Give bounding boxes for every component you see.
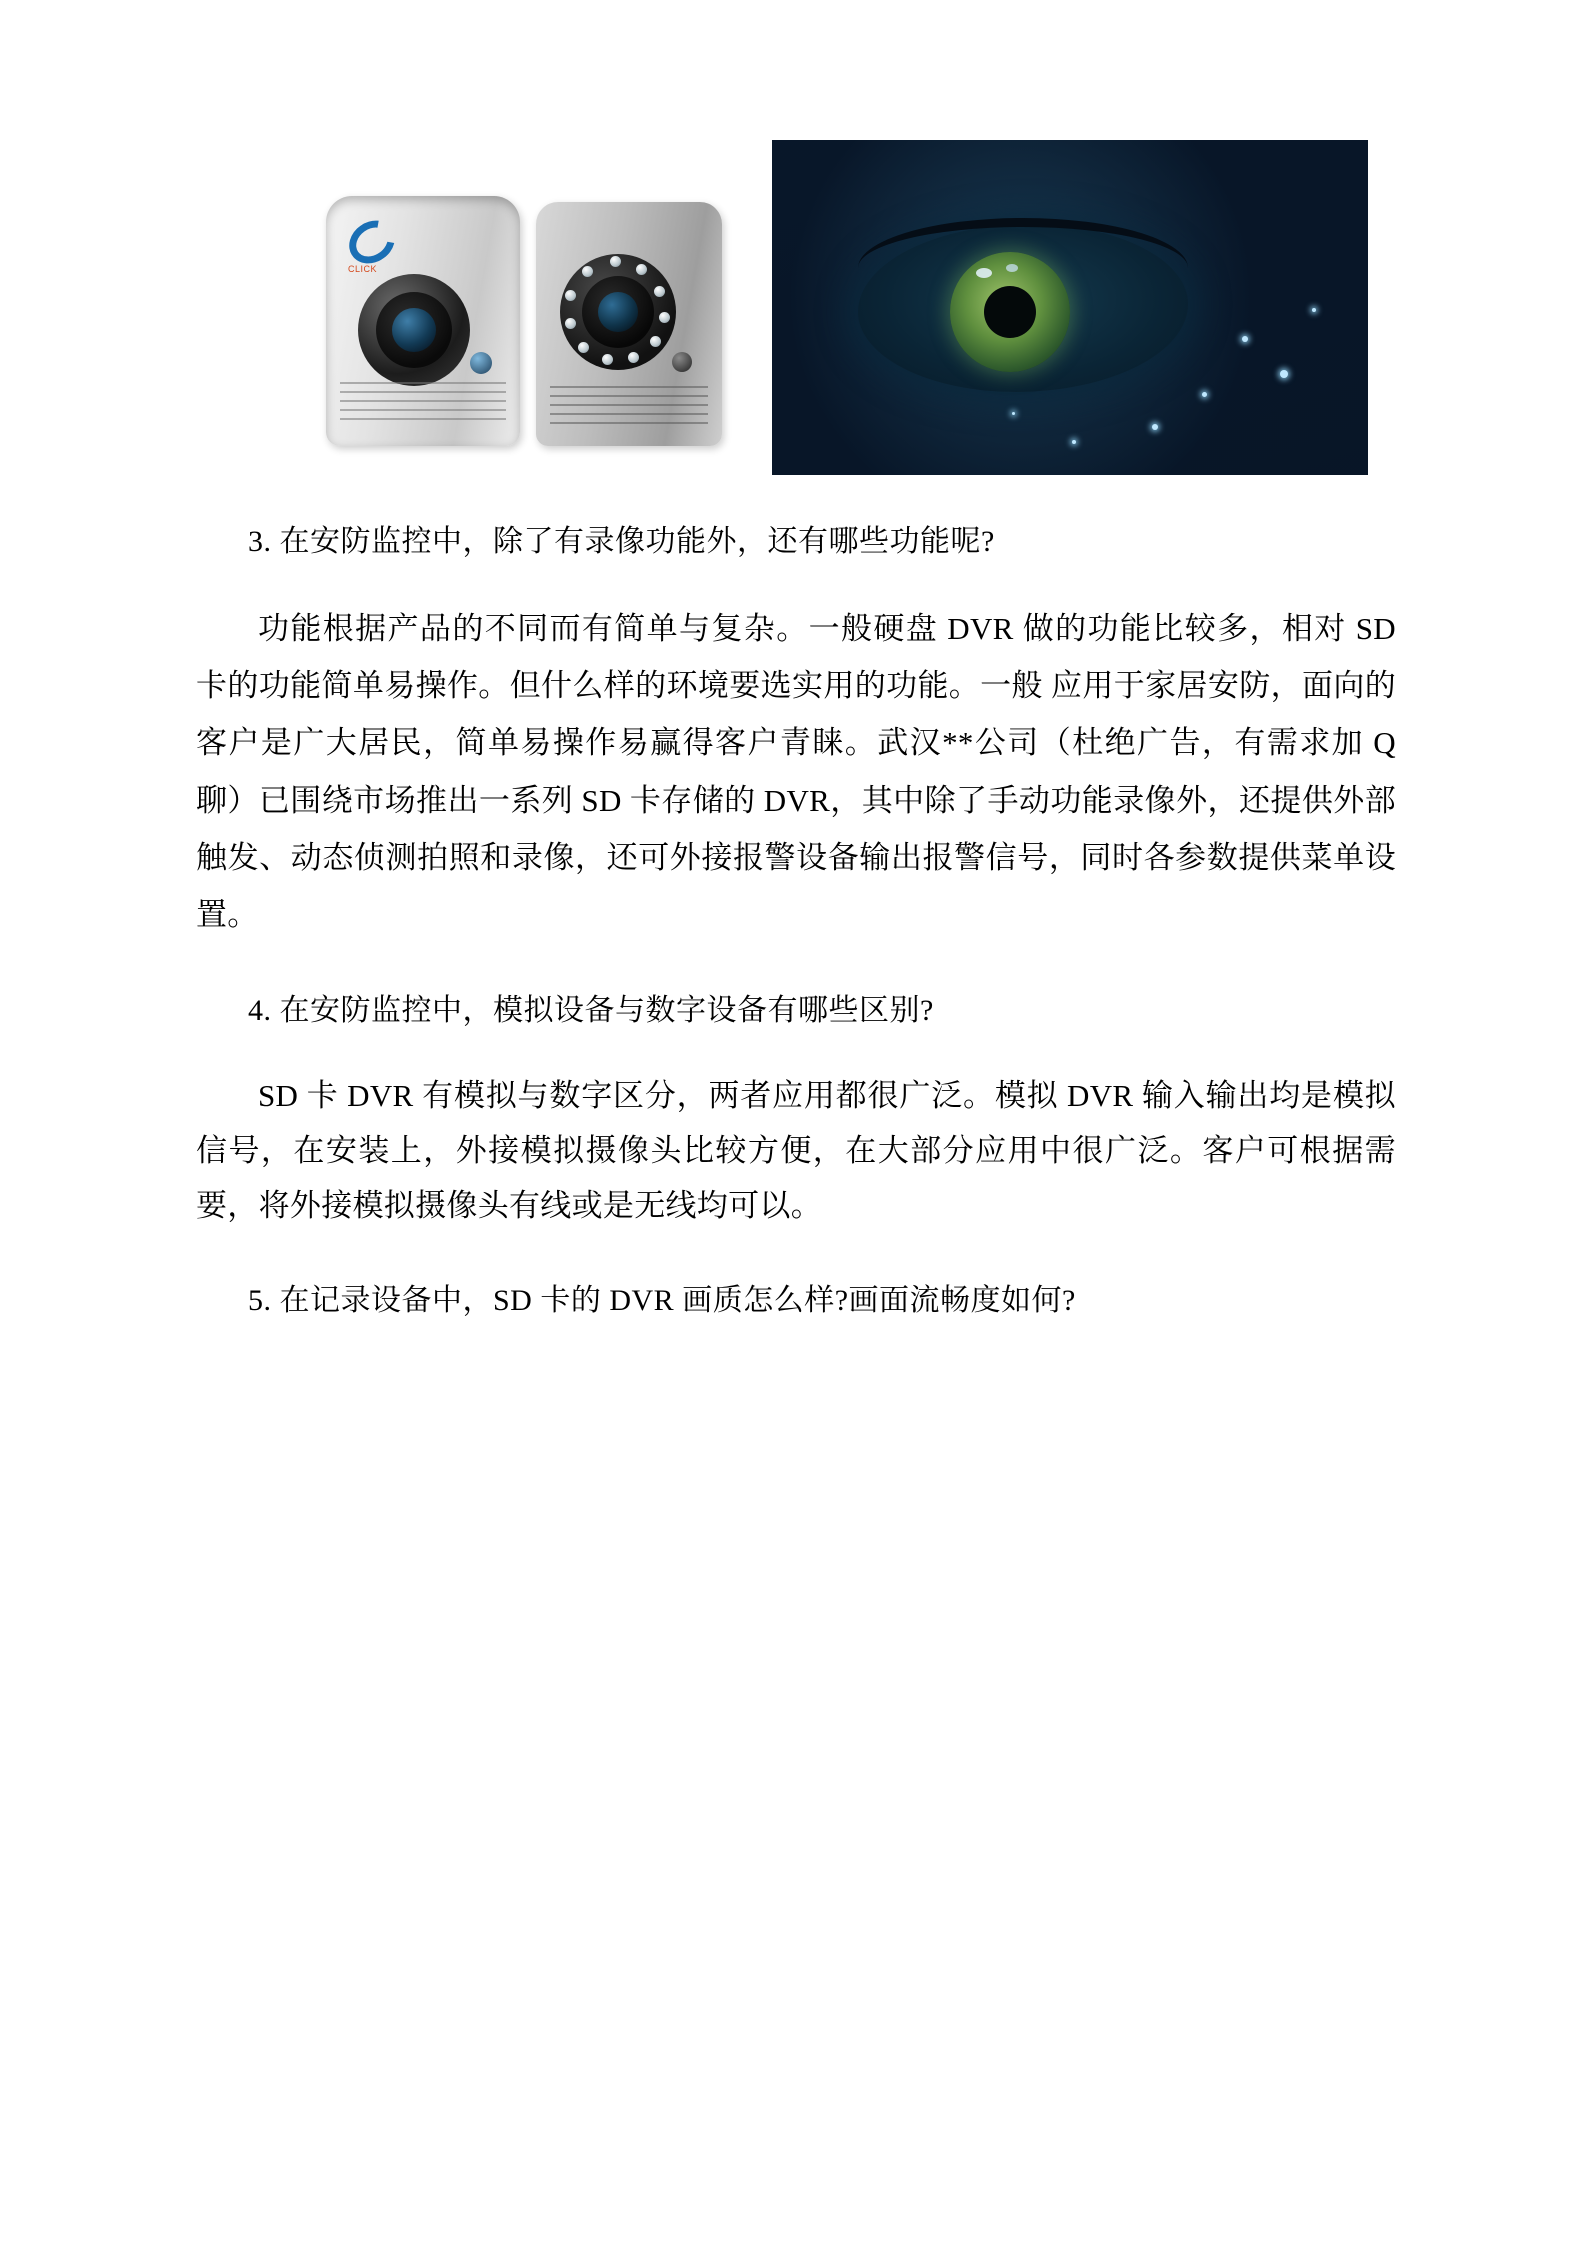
ir-led-icon [659,312,670,323]
page-content [196,140,1396,1324]
sparkle-icon [1242,336,1248,342]
camera-white-sensor-dot [470,352,492,374]
camera-grey-sensor-dot [672,352,692,372]
camera-grey-lens-mid [582,276,654,348]
figure-right-panel [772,140,1368,475]
camera-grey [536,202,722,446]
eye-illustration [858,224,1188,392]
question-5: 5. 在记录设备中，SD 卡的 DVR 画质怎么样?画面流畅度如何? [248,1283,1076,1317]
paragraph-3: 功能根据产品的不同而有简单与复杂。一般硬盘 DVR 做的功能比较多，相对 SD 卡的功能简单易操作。但什么样的环境要选实用的功能。一般 应用于家居安防，面向的客户是广大居民，简单易操作易赢得客户青睐。武汉**公司（杜绝广告，有需求加 Q 聊）已围绕市场推出一系列 SD 卡存储的 DVR，其中除了手动功能录像外，还提供外部触发、动态侦测拍照和录像，还可外接报警设备输出报警信号，同时各参数提供菜单设置。 [196,610,1396,933]
sparkle-icon [1202,392,1207,397]
ir-led-icon [610,256,621,267]
ir-led-icon [602,354,613,365]
camera-grey-grill [550,386,708,428]
ir-led-icon [565,290,576,301]
product-figure [270,140,1368,475]
camera-grey-ir-ring [560,254,676,370]
sparkle-icon [1012,412,1015,415]
question-4: 4. 在安防监控中，模拟设备与数字设备有哪些区别? [248,993,934,1027]
sparkle-icon [1072,440,1076,444]
camera-white-lens-glass [392,308,436,352]
camera-white [326,196,520,446]
ir-led-icon [636,264,647,275]
camera-white-grill [340,382,506,426]
ir-led-icon [654,286,665,297]
camera-white-lens-ring [358,274,470,386]
sparkle-icon [1152,424,1158,430]
figure-left-panel [270,140,772,475]
brand-logo-icon [348,222,404,274]
camera-white-lens-mid [376,292,452,368]
ir-led-icon [628,352,639,363]
ir-led-icon [582,266,593,277]
question-3: 3. 在安防监控中，除了有录像功能外，还有哪些功能呢? [248,525,995,558]
eye-pupil [984,286,1036,338]
paragraph-4: SD 卡 DVR 有模拟与数字区分，两者应用都很广泛。模拟 DVR 输入输出均是模拟信号，在安装上，外接模拟摄像头比较方便，在大部分应用中很广泛。客户可根据需要，将外接模拟摄像头有线或是无线均可以。 [196,1078,1396,1224]
eye-lash [858,218,1188,278]
sparkle-icon [1280,370,1288,378]
camera-grey-lens-glass [598,292,638,332]
sparkle-icon [1312,308,1316,312]
logo-text: CLICK [348,264,378,274]
ir-led-icon [578,342,589,353]
ir-led-icon [565,318,576,329]
ir-led-icon [650,336,661,347]
